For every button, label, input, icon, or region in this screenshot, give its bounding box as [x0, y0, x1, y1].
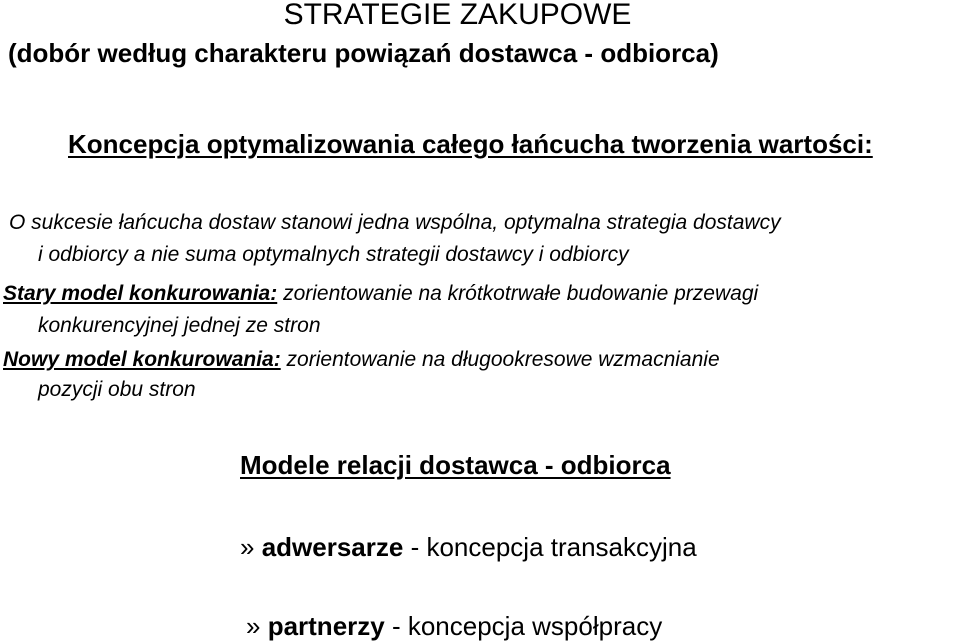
- old-model-text: zorientowanie na krótkotrwałe budowanie przewagi: [277, 282, 759, 305]
- new-model-label: Nowy model konkurowania:: [3, 348, 281, 371]
- old-model-label: Stary model konkurowania:: [3, 282, 278, 305]
- concept-heading: Koncepcja optymalizowania całego łańcucha tworzenia wartości:: [68, 129, 873, 159]
- list-item: [246, 613, 662, 639]
- paragraph-1-line-2: i odbiorcy a nie suma optymalnych strategii dostawcy i odbiorcy: [38, 243, 629, 266]
- models-heading: Modele relacji dostawca - odbiorca: [240, 450, 671, 480]
- list-item: [240, 534, 697, 560]
- page-title: STRATEGIE ZAKUPOWE: [283, 0, 632, 31]
- old-model-continuation: konkurencyjnej jednej ze stron: [38, 314, 321, 337]
- old-model-line: [3, 283, 758, 304]
- new-model-text: zorientowanie na długookresowe wzmacnianie: [280, 348, 720, 371]
- bullet-term: partnerzy: [267, 611, 385, 641]
- new-model-continuation: pozycji obu stron: [38, 378, 196, 401]
- bullet-marker: »: [240, 532, 262, 562]
- page-subtitle: (dobór według charakteru powiązań dostawca - odbiorca): [8, 38, 719, 68]
- bullet-marker: »: [246, 611, 268, 641]
- bullet-text: - koncepcja współpracy: [384, 611, 663, 641]
- paragraph-1-line-1: O sukcesie łańcucha dostaw stanowi jedna wspólna, optymalna strategia dostawcy: [9, 211, 781, 234]
- bullet-text: - koncepcja transakcyjna: [403, 532, 697, 562]
- new-model-line: [3, 349, 720, 370]
- bullet-term: adwersarze: [261, 532, 404, 562]
